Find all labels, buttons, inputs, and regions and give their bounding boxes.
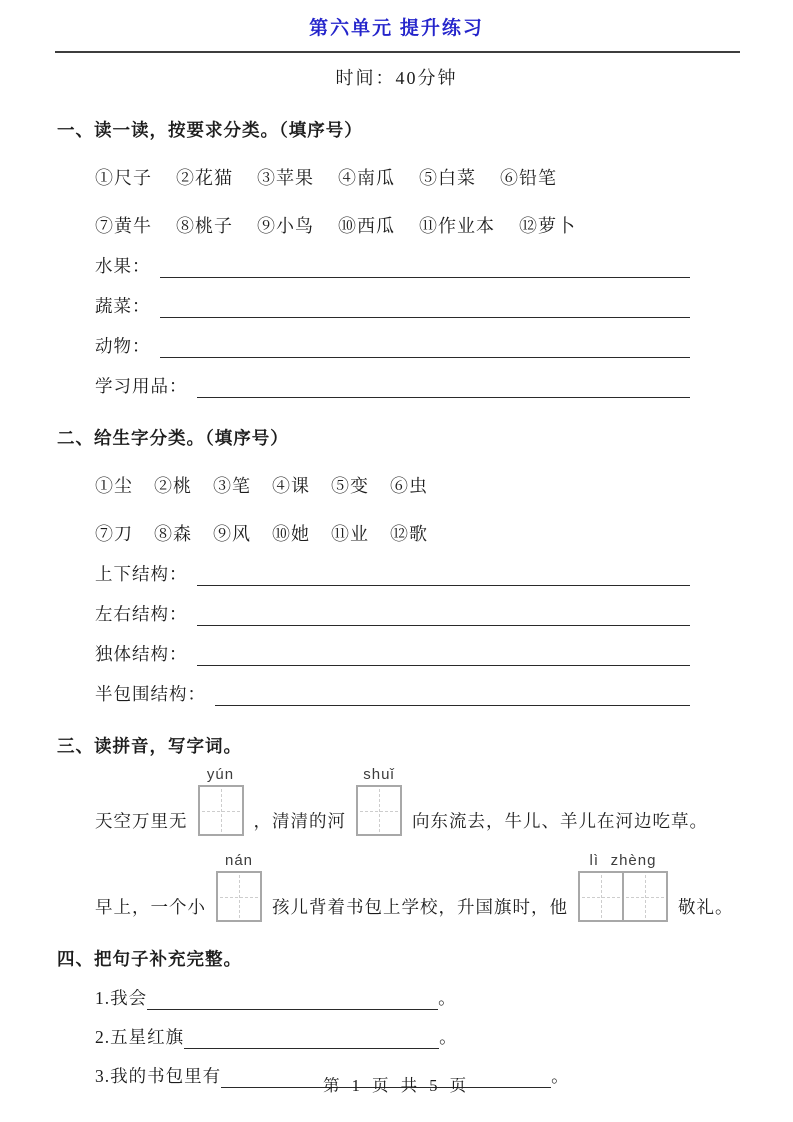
pinyin-label: zhèng xyxy=(610,852,657,869)
blank-row-single xyxy=(95,642,690,666)
char-item: ⑨风 xyxy=(213,524,251,544)
character-cell xyxy=(622,871,668,922)
blank-label: 蔬菜： xyxy=(95,296,151,316)
blank-label: 动物： xyxy=(95,336,151,356)
character-cell xyxy=(356,785,402,836)
char-item: ⑥虫 xyxy=(390,476,428,496)
blank-label: 左右结构： xyxy=(95,604,188,624)
answer-line xyxy=(215,682,690,706)
char-item: ⑫歌 xyxy=(390,524,428,544)
sentence-prefix: 3.我的书包里有 xyxy=(95,1066,222,1086)
sentence-suffix: 。 xyxy=(439,1027,458,1047)
blank-label: 半包围结构： xyxy=(95,684,206,704)
time-limit-text: 时间：40分钟 xyxy=(335,68,458,88)
word-item: ③苹果 xyxy=(257,168,314,188)
word-item: ⑫萝卜 xyxy=(519,216,576,236)
word-item: ⑩西瓜 xyxy=(338,216,395,236)
sentence-prefix: 1.我会 xyxy=(95,988,148,1008)
char-item: ②桃 xyxy=(154,476,192,496)
word-item: ⑤白菜 xyxy=(419,168,476,188)
sentence-prefix: 2.五星红旗 xyxy=(95,1027,185,1047)
answer-line xyxy=(160,294,691,318)
blank-row-left-right xyxy=(95,602,690,626)
sentence-item-1 xyxy=(95,985,740,1010)
word-item: ①尺子 xyxy=(95,168,152,188)
sentence-text: 向东流去，牛儿、羊儿在河边吃草。 xyxy=(412,811,708,831)
writing-grid xyxy=(216,871,262,922)
sentence-text: 天空万里无 xyxy=(95,811,188,831)
page-title: 第六单元 提升练习 xyxy=(309,18,484,39)
section1-word-row-2 xyxy=(95,212,740,238)
word-item: ⑨小鸟 xyxy=(257,216,314,236)
section3-heading: 三、读拼音，写字词。 xyxy=(57,736,242,756)
section1-heading: 一、读一读，按要求分类。（填序号） xyxy=(57,120,363,140)
blank-row-fruit xyxy=(95,254,690,278)
writing-grid xyxy=(578,871,668,922)
page-number: 第 1 页 共 5 页 xyxy=(322,1076,471,1095)
character-cell xyxy=(198,785,244,836)
sentence-text: ，清清的河 xyxy=(253,811,346,831)
char-item: ③笔 xyxy=(213,476,251,496)
answer-line xyxy=(160,254,691,278)
section2-heading: 二、给生字分类。（填序号） xyxy=(57,428,289,448)
answer-line xyxy=(197,374,691,398)
blank-row-vegetable xyxy=(95,294,690,318)
char-item: ④课 xyxy=(272,476,310,496)
word-item: ②花猫 xyxy=(176,168,233,188)
word-item: ④南瓜 xyxy=(338,168,395,188)
writing-box-nan xyxy=(216,852,262,922)
section2-word-row-2 xyxy=(95,520,740,546)
char-item: ⑤变 xyxy=(331,476,369,496)
char-item: ⑪业 xyxy=(331,524,369,544)
blank-label: 学习用品： xyxy=(95,376,188,396)
char-item: ⑦刀 xyxy=(95,524,133,544)
section1-word-row-1 xyxy=(95,164,740,190)
word-item: ⑦黄牛 xyxy=(95,216,152,236)
char-item: ⑧森 xyxy=(154,524,192,544)
writing-box-shui xyxy=(356,766,402,836)
writing-box-lizheng xyxy=(578,852,668,922)
writing-grid xyxy=(198,785,244,836)
pinyin-label: nán xyxy=(224,852,254,869)
pinyin-line-1 xyxy=(95,766,740,836)
blank-row-half-enclosed xyxy=(95,682,690,706)
section4-heading: 四、把句子补充完整。 xyxy=(57,949,242,969)
sentence-text: 敬礼。 xyxy=(678,897,734,917)
sentence-item-2 xyxy=(95,1024,740,1049)
sentence-suffix: 。 xyxy=(438,988,457,1008)
blank-label: 独体结构： xyxy=(95,644,188,664)
pinyin-label: yún xyxy=(206,766,235,783)
blank-label: 上下结构： xyxy=(95,564,188,584)
blank-row-animal xyxy=(95,334,690,358)
pinyin-line-2 xyxy=(95,852,740,922)
char-item: ⑩她 xyxy=(272,524,310,544)
section2-word-row-1 xyxy=(95,472,740,498)
word-item: ⑥铅笔 xyxy=(500,168,557,188)
blank-row-top-bottom xyxy=(95,562,690,586)
header-divider xyxy=(55,51,740,53)
pinyin-label-row xyxy=(578,852,668,869)
writing-grid xyxy=(356,785,402,836)
char-item: ①尘 xyxy=(95,476,133,496)
pinyin-label: lì xyxy=(589,852,600,869)
blank-label: 水果： xyxy=(95,256,151,276)
answer-line xyxy=(160,334,691,358)
sentence-suffix: 。 xyxy=(551,1066,570,1086)
pinyin-label: shuǐ xyxy=(363,766,395,783)
character-cell xyxy=(216,871,262,922)
answer-line xyxy=(184,1024,439,1049)
word-item: ⑪作业本 xyxy=(419,216,495,236)
sentence-text: 孩儿背着书包上学校，升国旗时，他 xyxy=(272,897,568,917)
answer-line xyxy=(197,562,691,586)
character-cell xyxy=(578,871,624,922)
answer-line xyxy=(197,642,691,666)
worksheet-content xyxy=(0,117,793,1088)
blank-row-school-supplies xyxy=(95,374,690,398)
sentence-text: 早上，一个小 xyxy=(95,897,206,917)
answer-line xyxy=(147,985,438,1010)
writing-box-yun xyxy=(198,766,244,836)
answer-line xyxy=(197,602,691,626)
word-item: ⑧桃子 xyxy=(176,216,233,236)
